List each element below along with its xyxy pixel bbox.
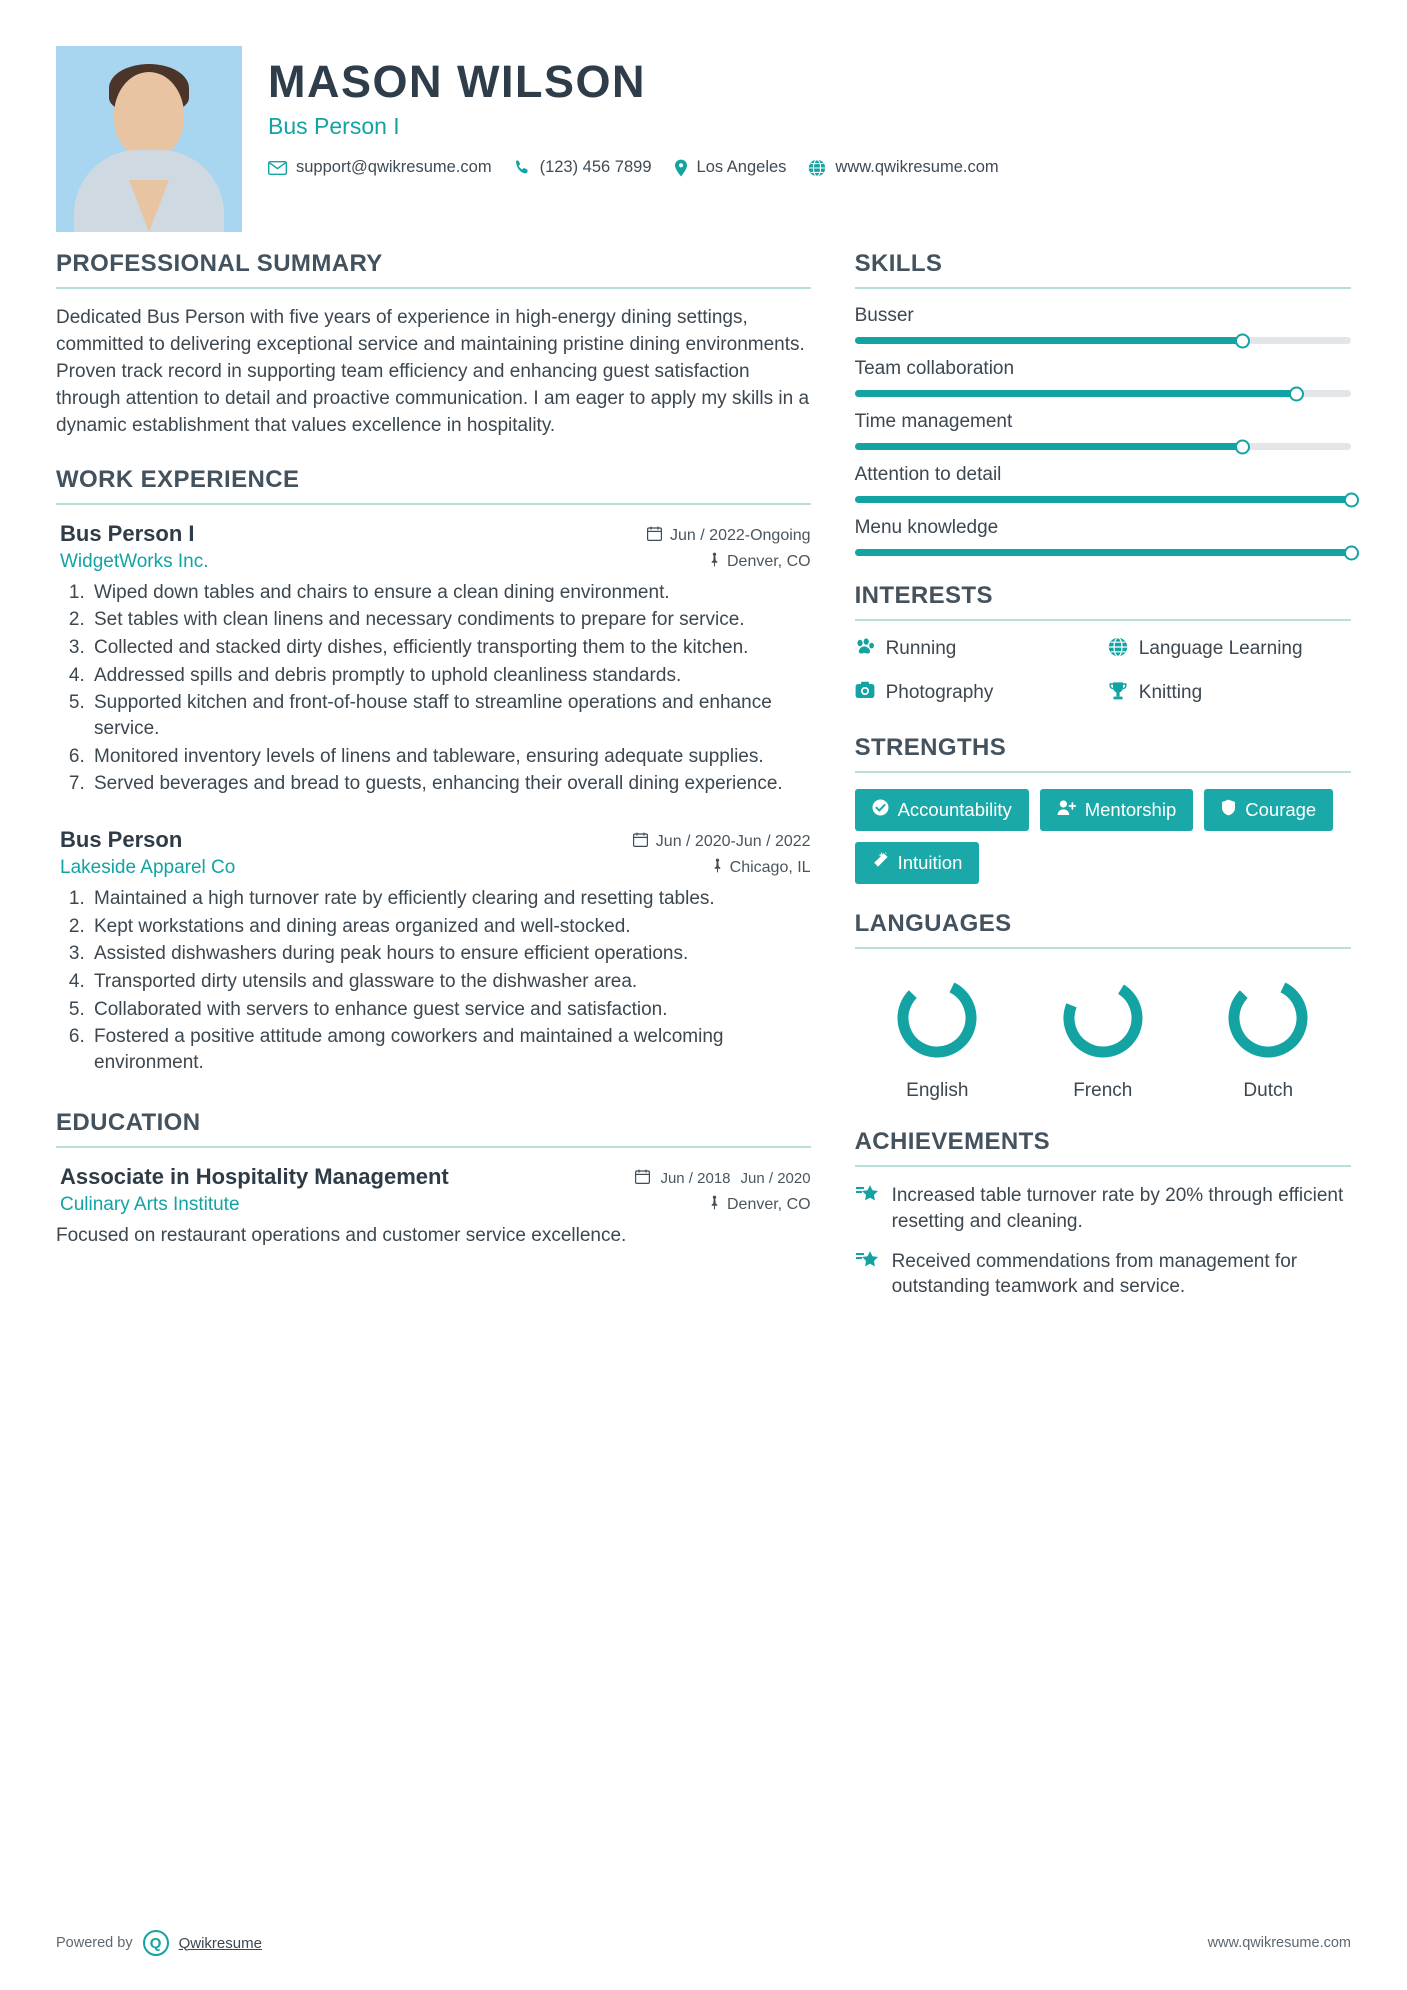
list-item: 5. Supported kitchen and front-of-house staff to streamline operations and enhance service. — [90, 690, 811, 741]
section-work-experience — [56, 466, 811, 1076]
work-company: Lakeside Apparel Co — [60, 856, 236, 878]
star-badge-icon — [855, 1249, 879, 1276]
strength-label: Courage — [1245, 799, 1317, 821]
job-title: Bus Person I — [268, 113, 400, 140]
strength-label: Mentorship — [1084, 799, 1177, 821]
strength-chip — [855, 842, 980, 884]
section-title: INTERESTS — [854, 582, 993, 609]
section-interests — [855, 582, 1351, 708]
phone-icon — [514, 159, 531, 176]
skill-bar — [855, 496, 1351, 503]
section-title: LANGUAGES — [854, 910, 1012, 938]
skill-item — [855, 358, 1351, 397]
sidebar-column — [855, 250, 1351, 1326]
work-location-text: Chicago, IL — [729, 858, 811, 876]
section-strengths — [855, 734, 1351, 884]
strength-label: Intuition — [897, 852, 963, 874]
list-item: 7. Served beverages and bread to guests, enhancing their overall dining experience. — [90, 771, 811, 797]
list-item: 1. Maintained a high turnover rate by efficiently clearing and resetting tables. — [90, 886, 811, 912]
language-label: French — [1073, 1080, 1133, 1102]
pin-icon — [709, 552, 720, 572]
summary-text: Dedicated Bus Person with five years of experience in high-energy dining settings, committed to delivering exceptional service and maintaining pristine dining environments. Proven track record in supporting team efficiency and enhancing guest satisfaction through attention to detail and proactive communication. I am eager to apply my skills in a dynamic establishment that values excellence in hospitality. — [56, 307, 810, 436]
star-badge-icon — [855, 1183, 879, 1210]
interest-label: Photography — [885, 681, 994, 703]
skill-item — [855, 411, 1351, 450]
section-skills — [855, 250, 1351, 556]
work-role: Bus Person — [60, 826, 183, 852]
contact-list — [268, 158, 1351, 177]
main-column — [56, 250, 811, 1326]
contact-phone[interactable] — [514, 158, 674, 177]
achievement-item — [855, 1249, 1351, 1300]
interest-item — [1108, 637, 1351, 665]
skill-label: Busser — [854, 305, 914, 326]
strength-chip — [1204, 789, 1333, 831]
work-bullets — [90, 580, 811, 797]
divider — [855, 947, 1351, 949]
divider — [56, 287, 811, 289]
interest-label: Running — [885, 638, 957, 659]
work-location — [712, 858, 811, 878]
work-location — [709, 552, 811, 572]
powered-by-label: Powered by — [56, 1935, 133, 1951]
divider — [855, 619, 1351, 621]
interest-item — [1108, 681, 1351, 709]
work-dates-text: Jun / 2022-Ongoing — [670, 526, 811, 544]
skill-item — [855, 305, 1351, 344]
magic-wand-icon — [872, 852, 889, 874]
section-languages — [855, 910, 1351, 1102]
section-achievements — [855, 1128, 1351, 1300]
calendar-icon — [633, 832, 648, 852]
resume-header — [56, 46, 1351, 250]
work-bullets — [90, 886, 811, 1075]
list-item: 2. Set tables with clean linens and necessary condiments to prepare for service. — [90, 607, 811, 633]
page-title: MASON WILSON — [268, 56, 646, 107]
education-degree: Associate in Hospitality Management — [60, 1164, 449, 1190]
section-title: SKILLS — [854, 250, 943, 277]
divider — [855, 771, 1351, 773]
work-role: Bus Person I — [60, 520, 195, 546]
list-item: 3. Collected and stacked dirty dishes, efficiently transporting them to the kitchen. — [90, 635, 811, 661]
page-footer — [56, 1930, 1351, 1956]
work-company: WidgetWorks Inc. — [60, 550, 209, 572]
contact-website[interactable] — [808, 158, 1020, 177]
language-donut — [892, 973, 982, 1063]
list-item: 6. Monitored inventory levels of linens and tableware, ensuring adequate supplies. — [90, 744, 811, 770]
achievement-item — [855, 1183, 1351, 1234]
language-item — [1193, 973, 1343, 1102]
achievement-text: Received commendations from management for outstanding teamwork and service. — [891, 1250, 1298, 1298]
interest-label: Language Learning — [1138, 638, 1303, 659]
interest-item — [855, 637, 1098, 665]
skill-bar — [855, 443, 1351, 450]
globe-icon — [1108, 637, 1128, 665]
list-item: 6. Fostered a positive attitude among coworkers and maintained a welcoming environment. — [90, 1024, 811, 1075]
education-description: Focused on restaurant operations and customer service excellence. — [56, 1225, 627, 1247]
pin-icon — [712, 858, 723, 878]
divider — [855, 1165, 1351, 1167]
list-item: 4. Addressed spills and debris promptly to uphold cleanliness standards. — [90, 663, 811, 689]
section-education — [56, 1109, 811, 1249]
user-plus-icon — [1057, 799, 1076, 821]
skill-bar — [855, 549, 1351, 556]
skill-label: Time management — [854, 411, 1013, 432]
strength-chip — [1040, 789, 1194, 831]
work-dates — [647, 526, 811, 546]
language-label: English — [906, 1080, 969, 1102]
footer-website[interactable]: www.qwikresume.com — [1207, 1935, 1351, 1951]
language-donut — [1223, 973, 1313, 1063]
skill-item — [855, 464, 1351, 503]
calendar-icon — [635, 1169, 650, 1188]
language-item — [1028, 973, 1178, 1102]
education-entry — [56, 1164, 811, 1249]
divider — [855, 287, 1351, 289]
education-date-start: Jun / 2018 — [660, 1170, 731, 1188]
education-location-text: Denver, CO — [726, 1196, 811, 1214]
trophy-icon — [1108, 681, 1128, 709]
language-donut — [1058, 973, 1148, 1063]
avatar — [56, 46, 242, 232]
section-title: STRENGTHS — [854, 734, 1007, 762]
achievement-text: Increased table turnover rate by 20% through efficient resetting and cleaning. — [891, 1185, 1344, 1233]
section-title: PROFESSIONAL SUMMARY — [56, 250, 383, 277]
qwikresume-logo-icon: Q — [143, 1930, 169, 1956]
divider — [56, 1146, 811, 1148]
list-item: 5. Collaborated with servers to enhance guest service and satisfaction. — [90, 997, 811, 1023]
skill-label: Attention to detail — [854, 464, 1002, 485]
education-dates — [635, 1169, 810, 1188]
shield-icon — [1221, 799, 1236, 821]
section-professional-summary — [56, 250, 811, 440]
work-dates-text: Jun / 2020-Jun / 2022 — [655, 832, 811, 850]
list-item: 4. Transported dirty utensils and glassware to the dishwasher area. — [90, 969, 811, 995]
language-label: Dutch — [1243, 1080, 1294, 1102]
paw-icon — [855, 637, 875, 665]
list-item: 2. Kept workstations and dining areas organized and well-stocked. — [90, 914, 811, 940]
education-location — [709, 1195, 811, 1215]
interest-label: Knitting — [1138, 681, 1203, 703]
strength-label: Accountability — [897, 799, 1012, 821]
list-item: 3. Assisted dishwashers during peak hours to ensure efficient operations. — [90, 941, 811, 967]
pin-icon — [709, 1195, 720, 1215]
camera-icon — [855, 681, 875, 707]
check-circle-icon — [872, 799, 889, 821]
skill-bar — [855, 337, 1351, 344]
skill-bar — [855, 390, 1351, 397]
education-school: Culinary Arts Institute — [60, 1194, 240, 1216]
contact-location[interactable] — [674, 158, 809, 177]
divider — [56, 503, 811, 505]
section-title: WORK EXPERIENCE — [56, 465, 300, 493]
work-location-text: Denver, CO — [726, 552, 811, 570]
contact-email-text: support@qwikresume.com — [296, 158, 492, 177]
calendar-icon — [647, 526, 662, 546]
interest-item — [855, 681, 1098, 709]
list-item: 1. Wiped down tables and chairs to ensure a clean dining environment. — [90, 580, 811, 606]
globe-icon — [808, 159, 826, 177]
location-pin-icon — [674, 159, 688, 177]
strength-chip — [855, 789, 1029, 831]
contact-website-text: www.qwikresume.com — [835, 158, 999, 177]
section-title: EDUCATION — [56, 1109, 201, 1137]
language-item — [862, 973, 1012, 1102]
contact-phone-text: (123) 456 7899 — [539, 158, 652, 177]
work-dates — [633, 832, 811, 852]
section-title: ACHIEVEMENTS — [854, 1128, 1051, 1156]
envelope-icon — [268, 161, 287, 175]
contact-location-text: Los Angeles — [696, 158, 787, 177]
education-date-end: Jun / 2020 — [740, 1170, 811, 1188]
skill-label: Menu knowledge — [854, 517, 999, 538]
skill-item — [855, 517, 1351, 556]
skill-label: Team collaboration — [854, 358, 1015, 379]
work-entry — [56, 521, 811, 797]
contact-email[interactable] — [268, 158, 514, 177]
work-entry — [56, 827, 811, 1075]
qwikresume-link[interactable]: Qwikresume — [178, 1934, 262, 1952]
